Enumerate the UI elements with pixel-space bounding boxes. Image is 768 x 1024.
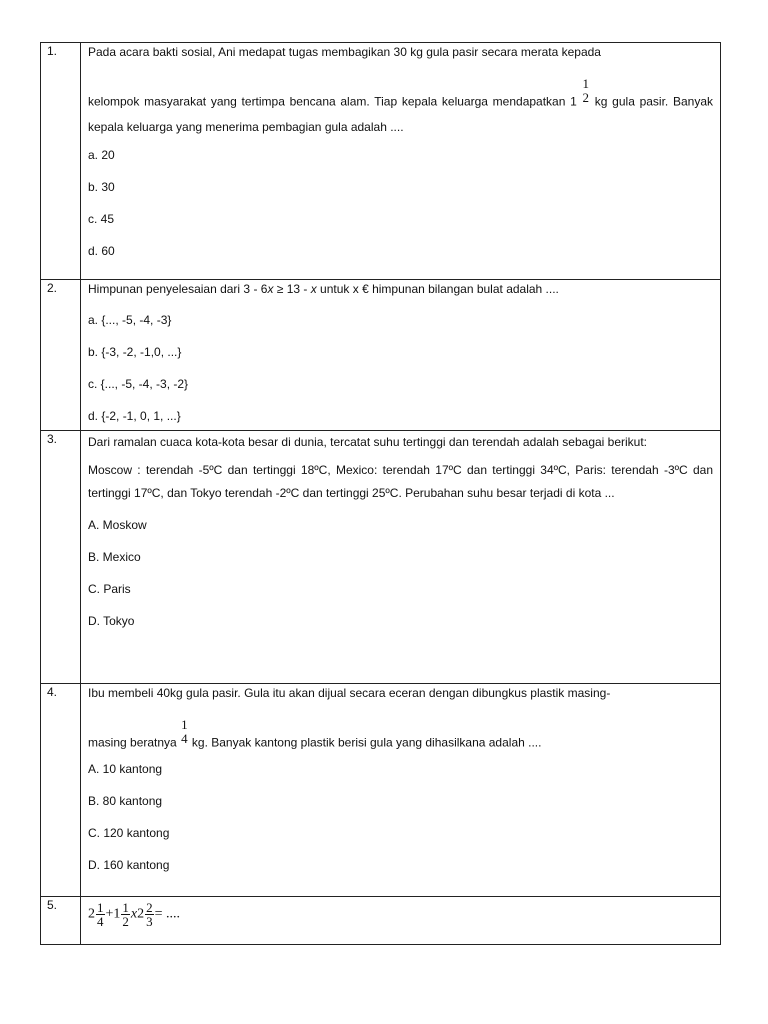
question-row	[41, 897, 721, 945]
answer-option[interactable]: A. 10 kantong	[88, 762, 163, 776]
question-text-part: kg. Banyak kantong plastik berisi gula yang dihasilkana adalah ....	[191, 735, 542, 750]
fraction	[145, 901, 154, 928]
fraction-denominator: 2	[122, 914, 129, 929]
question-row	[41, 43, 721, 280]
question-table	[40, 42, 721, 945]
fraction-numerator: 1	[181, 717, 188, 732]
answer-option[interactable]: C. Paris	[88, 582, 131, 596]
answer-option[interactable]: A. Moskow	[88, 518, 147, 532]
question-text-part: kelompok masyarakat yang tertimpa bencana alam. Tiap kepala keluarga mendapatkan 1	[88, 94, 577, 109]
answer-option[interactable]: a. 20	[88, 148, 115, 162]
answer-option[interactable]: C. 120 kantong	[88, 826, 170, 840]
whole-number: 1	[113, 906, 121, 922]
answer-option[interactable]: a. {..., -5, -4, -3}	[88, 313, 172, 327]
question-text: Dari ramalan cuaca kota-kota besar di dunia, tercatat suhu tertinggi dan terendah adalah sebagai berikut:	[88, 435, 648, 449]
answer-option[interactable]: B. Mexico	[88, 550, 141, 564]
variable-x: x	[310, 282, 317, 296]
fraction-one-quarter	[181, 718, 188, 745]
question-text	[88, 76, 714, 139]
fraction-denominator: 4	[181, 731, 188, 746]
operator-plus: +	[105, 906, 114, 922]
fraction-numerator: 1	[582, 76, 590, 91]
answer-option[interactable]: D. 160 kantong	[88, 858, 170, 872]
operator-times: x	[130, 906, 138, 922]
fraction-numerator: 1	[97, 900, 104, 915]
question-body	[81, 684, 721, 897]
answer-option[interactable]: B. 80 kantong	[88, 794, 163, 808]
question-body	[81, 43, 721, 280]
question-text-part: ≥ 13 -	[273, 282, 311, 296]
question-number: 1.	[41, 43, 81, 280]
fraction	[96, 901, 105, 928]
answer-option[interactable]: c. 45	[88, 212, 115, 226]
question-body	[81, 280, 721, 431]
answer-option[interactable]: b. {-3, -2, -1,0, ...}	[88, 345, 182, 359]
question-text: Pada acara bakti sosial, Ani medapat tugas membagikan 30 kg gula pasir secara merata kepada	[88, 45, 601, 59]
math-expression	[88, 897, 713, 928]
whole-number: 2	[88, 906, 95, 922]
fraction-numerator: 2	[146, 900, 153, 915]
question-text-part: Himpunan penyelesaian dari 3 - 6	[88, 282, 268, 296]
answer-option[interactable]: b. 30	[88, 180, 115, 194]
fraction	[121, 901, 130, 928]
question-text: Moscow : terendah -5ºC dan tertinggi 18ºC, Mexico: terendah 17ºC dan tertinggi 34ºC, Paris: terendah -3ºC dan tertinggi 17ºC, dan Tokyo terendah -2ºC dan tertinggi 25ºC. Perubahan suhu besar terjadi di kota ...	[88, 463, 713, 500]
question-text-part: kg gula pasir. Banyak kepala keluarga yang menerima pembagian gula adalah ....	[88, 94, 714, 134]
question-number: 5.	[41, 897, 81, 945]
question-body	[81, 431, 721, 684]
question-number: 4.	[41, 684, 81, 897]
question-body	[81, 897, 721, 945]
fraction-denominator: 4	[97, 914, 104, 929]
fraction-numerator: 1	[122, 900, 129, 915]
variable-x: x	[267, 282, 274, 296]
answer-option[interactable]: c. {..., -5, -4, -3, -2}	[88, 377, 189, 391]
fraction-denominator: 2	[582, 90, 590, 105]
question-text: Ibu membeli 40kg gula pasir. Gula itu akan dijual secara eceran dengan dibungkus plastik masing-	[88, 686, 611, 700]
answer-option[interactable]: D. Tokyo	[88, 614, 135, 628]
question-text-part: masing beratnya	[88, 735, 177, 750]
whole-number: 2	[137, 906, 145, 922]
fraction-one-half	[583, 77, 590, 104]
question-row	[41, 280, 721, 431]
question-number: 2.	[41, 280, 81, 431]
question-text	[88, 280, 713, 298]
question-row	[41, 684, 721, 897]
answer-option[interactable]: d. {-2, -1, 0, 1, ...}	[88, 409, 181, 423]
question-text-part: untuk x € himpunan bilangan bulat adalah ....	[316, 282, 559, 296]
question-number: 3.	[41, 431, 81, 684]
equals-ellipsis: = ....	[154, 906, 181, 922]
question-text	[88, 717, 713, 757]
answer-option[interactable]: d. 60	[88, 244, 115, 258]
fraction-denominator: 3	[146, 914, 153, 929]
question-row	[41, 431, 721, 684]
